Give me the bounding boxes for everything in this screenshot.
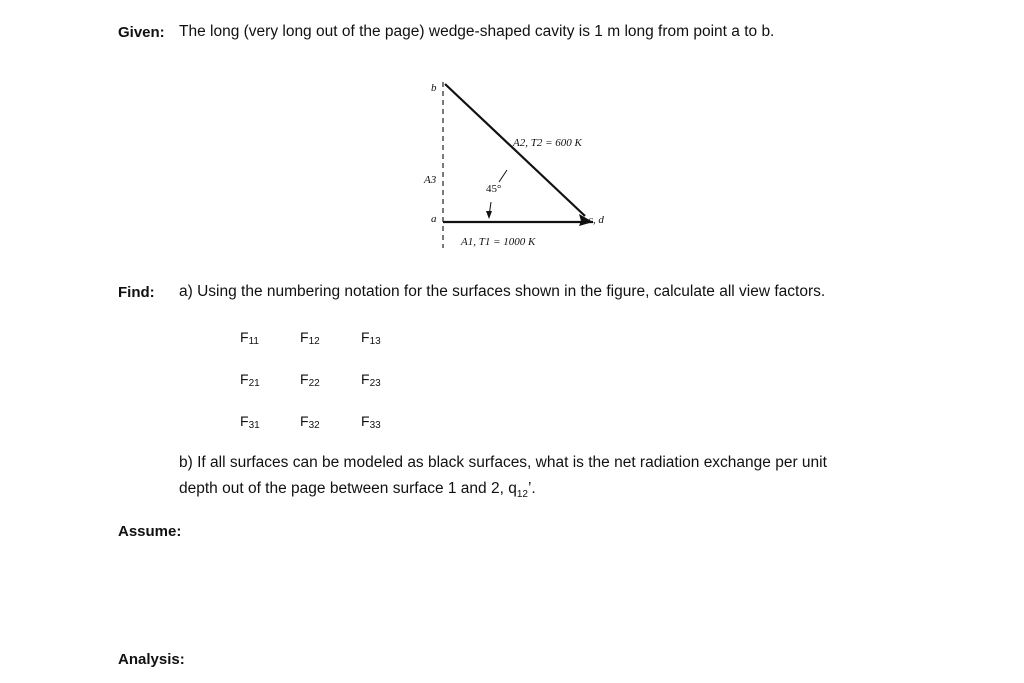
surface-a2-line bbox=[445, 84, 585, 216]
find-part-b-line2: depth out of the page between surface 1 and 2, $q_{12}$’. bbox=[179, 480, 536, 501]
angle-arrow-2 bbox=[499, 170, 507, 182]
surface-1-label: A1, T1 = 1000 K bbox=[461, 236, 536, 248]
wedge-cavity-figure bbox=[415, 70, 625, 260]
find-label: Find: bbox=[118, 284, 155, 301]
angle-label: 45° bbox=[486, 183, 502, 195]
surface-3-label: A3 bbox=[424, 174, 437, 186]
surface-2-label: A2, T2 = 600 K bbox=[513, 137, 582, 149]
given-label: Given: bbox=[118, 24, 165, 41]
analysis-label: Analysis: bbox=[118, 651, 185, 668]
view-factor-f22: $F_{22}$ bbox=[300, 371, 320, 389]
find-part-b-line1: b) If all surfaces can be modeled as black surfaces, what is the net radiation exchange per unit bbox=[179, 454, 827, 471]
given-text: The long (very long out of the page) wedge-shaped cavity is 1 m long from point a to b. bbox=[179, 23, 775, 40]
view-factor-f23: $F_{23}$ bbox=[361, 371, 381, 389]
assume-label: Assume: bbox=[118, 523, 182, 540]
view-factor-f21: $F_{21}$ bbox=[240, 371, 260, 389]
point-b-label: b bbox=[431, 82, 437, 94]
find-part-a: a) Using the numbering notation for the surfaces shown in the figure, calculate all view factors. bbox=[179, 283, 826, 300]
view-factor-f31: $F_{31}$ bbox=[240, 413, 260, 431]
view-factor-f32: $F_{32}$ bbox=[300, 413, 320, 431]
view-factor-f11: $F_{11}$ bbox=[240, 329, 259, 347]
view-factor-f12: $F_{12}$ bbox=[300, 329, 320, 347]
point-cd-label: c, d bbox=[588, 214, 604, 226]
view-factor-f33: $F_{33}$ bbox=[361, 413, 381, 431]
point-a-label: a bbox=[431, 213, 437, 225]
view-factor-f13: $F_{13}$ bbox=[361, 329, 381, 347]
